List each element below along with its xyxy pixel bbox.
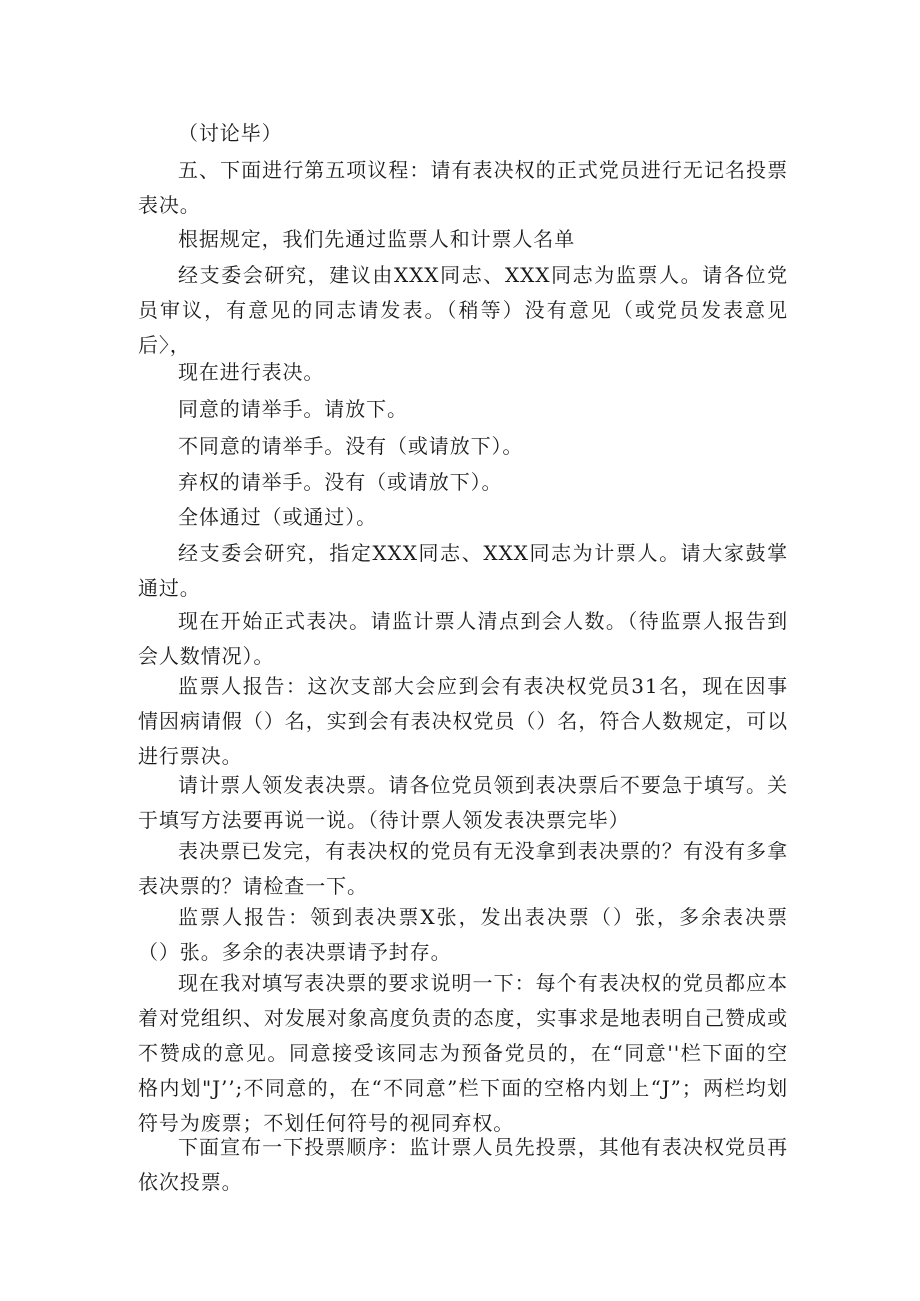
paragraph-ballot-distribution: 请计票人领发表决票。请各位党员领到表决票后不要急于填写。关于填写方法要再说一说。（待计票人领发表决票完毕） [138, 773, 788, 832]
paragraph-formal-vote-start: 现在开始正式表决。请监计票人清点到会人数。（待监票人报告到会人数情况）。 [138, 609, 788, 668]
paragraph-voting-order: 下面宣布一下投票顺序：监计票人员先投票，其他有表决权党员再依次投票。 [138, 1135, 788, 1194]
paragraph-scrutineer-report-attendance: 监票人报告：这次支部大会应到会有表决权党员31名，现在因事情因病请假（）名，实到会有表决权党员（）名，符合人数规定，可以进行票决。 [138, 674, 788, 768]
paragraph-agenda-item-five: 五、下面进行第五项议程：请有表决权的正式党员进行无记名投票表决。 [138, 158, 788, 217]
paragraph-regulation: 根据规定，我们先通过监票人和计票人名单 [178, 227, 576, 251]
paragraph-ballot-filling-rules: 现在我对填写表决票的要求说明一下：每个有表决权的党员都应本着对党组织、对发展对象高度负责的态度，实事求是地表明自己赞成或不赞成的意见。同意接受该同志为预备党员的，在“同意''栏下面的空格内划"J’’;不同意的，在“不同意”栏下面的空格内划上“J”；两栏均划符号为废票；不划任何符号的视同弃权。 [138, 971, 788, 1135]
paragraph-discussion-end: （讨论毕） [178, 121, 283, 145]
paragraph-scrutineer-report-ballots: 监票人报告：领到表决票X张，发出表决票（）张，多余表决票（）张。多余的表决票请予封存。 [138, 905, 788, 964]
paragraph-teller-designation: 经支委会研究，指定XXX同志、XXX同志为计票人。请大家鼓掌通过。 [138, 541, 788, 600]
paragraph-agree-raise-hand: 同意的请举手。请放下。 [178, 397, 408, 421]
paragraph-all-passed: 全体通过（或通过）。 [178, 505, 377, 529]
paragraph-disagree-raise-hand: 不同意的请举手。没有（或请放下）。 [178, 434, 524, 458]
paragraph-scrutineer-proposal: 经支委会研究，建议由XXX同志、XXX同志为监票人。请各位党员审议，有意见的同志请发表。（稍等）没有意见（或党员发表意见后〉， [138, 263, 788, 357]
paragraph-abstain-raise-hand: 弃权的请举手。没有（或请放下）。 [178, 470, 503, 494]
paragraph-vote-now: 现在进行表决。 [178, 360, 325, 384]
paragraph-ballot-check: 表决票已发完，有表决权的党员有无没拿到表决票的？有没有多拿表决票的？请检查一下。 [138, 839, 788, 898]
